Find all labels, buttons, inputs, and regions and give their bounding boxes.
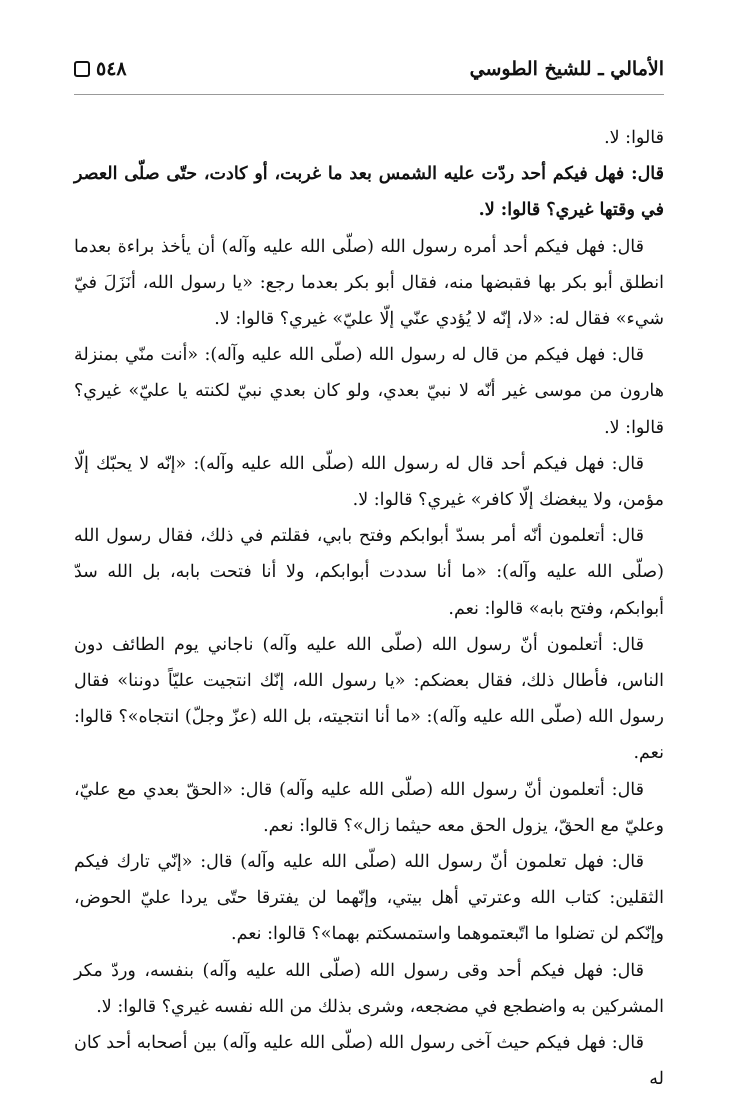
paragraph: قال: فهل فيكم أحد أمره رسول الله (صلّى الله عليه وآله) أن يأخذ براءة بعدما انطلق أبو بكر بها فقبضها منه، فقال أبو بكر بعدما رجع: «يا رسول الله، أنَزَلَ فيّ شيء» فقال له: «لا، إنّه لا يُؤدي عنّي إلّا عليّ» غيري؟ قالوا: لا.	[74, 236, 664, 330]
header-divider	[74, 94, 664, 95]
paragraph: قال: فهل فيكم من قال له رسول الله (صلّى الله عليه وآله): «أنت منّي بمنزلة هارون من موسى غير أنّه لا نبيّ بعدي، ولو كان بعدي نبيّ لكنته يا عليّ» غيري؟ قالوا: لا.	[74, 345, 664, 438]
paragraph: قال: أتعلمون أنّ رسول الله (صلّى الله عليه وآله) ناجاني يوم الطائف دون الناس، فأطال ذلك، فقال بعضكم: «يا رسول الله، إنّك انتجيت عليّاً دوننا» فقال رسول الله (صلّى الله عليه وآله): «ما أنا انتجيته، بل الله (عزّ وجلّ) انتجاه»؟ قالوا: نعم.	[74, 634, 664, 764]
paragraph: قالوا: لا.	[604, 128, 664, 148]
square-ornament-icon	[74, 61, 90, 77]
page-body	[74, 120, 664, 1097]
page-number-text: ٥٤٨	[96, 58, 127, 80]
paragraph: قال: أتعلمون أنّه أمر بسدّ أبوابكم وفتح بابي، فقلتم في ذلك، فقال رسول الله (صلّى الله عليه وآله): «ما أنا سددت أبوابكم، ولا أنا فتحت بابه، بل الله سدّ أبوابكم، وفتح بابه» قالوا: نعم.	[74, 526, 664, 619]
page-header	[74, 56, 664, 82]
page-number	[74, 58, 127, 80]
running-title: الأمالي ـ للشيخ الطوسي	[469, 58, 664, 80]
paragraph: قال: فهل فيكم أحد ردّت عليه الشمس بعد ما غربت، أو كادت، حتّى صلّى العصر في وقتها غيري؟ قالوا: لا.	[74, 164, 664, 221]
paragraph: قال: فهل تعلمون أنّ رسول الله (صلّى الله عليه وآله) قال: «إنّي تارك فيكم الثقلين: كتاب الله وعترتي أهل بيتي، وإنّهما لن يفترقا حتّى يردا عليّ الحوض، وإنّكم لن تضلوا ما اتّبعتموهما واستمسكتم بهما»؟ قالوا: نعم.	[74, 852, 664, 945]
paragraph: قال: فهل فيكم أحد قال له رسول الله (صلّى الله عليه وآله): «إنّه لا يحبّك إلّا مؤمن، ولا يبغضك إلّا كافر» غيري؟ قالوا: لا.	[74, 453, 664, 511]
paragraph: قال: أتعلمون أنّ رسول الله (صلّى الله عليه وآله) قال: «الحقّ بعدي مع عليّ، وعليّ مع الحقّ، يزول الحق معه حيثما زال»؟ قالوا: نعم.	[74, 779, 664, 836]
paragraph: قال: فهل فيكم أحد وقى رسول الله (صلّى الله عليه وآله) بنفسه، وردّ مكر المشركين به واضطجع في مضجعه، وشرى بذلك من الله نفسه غيري؟ قالوا: لا.	[74, 960, 664, 1017]
paragraph: قال: فهل فيكم حيث آخى رسول الله (صلّى الله عليه وآله) بين أصحابه أحد كان له	[74, 1033, 664, 1090]
